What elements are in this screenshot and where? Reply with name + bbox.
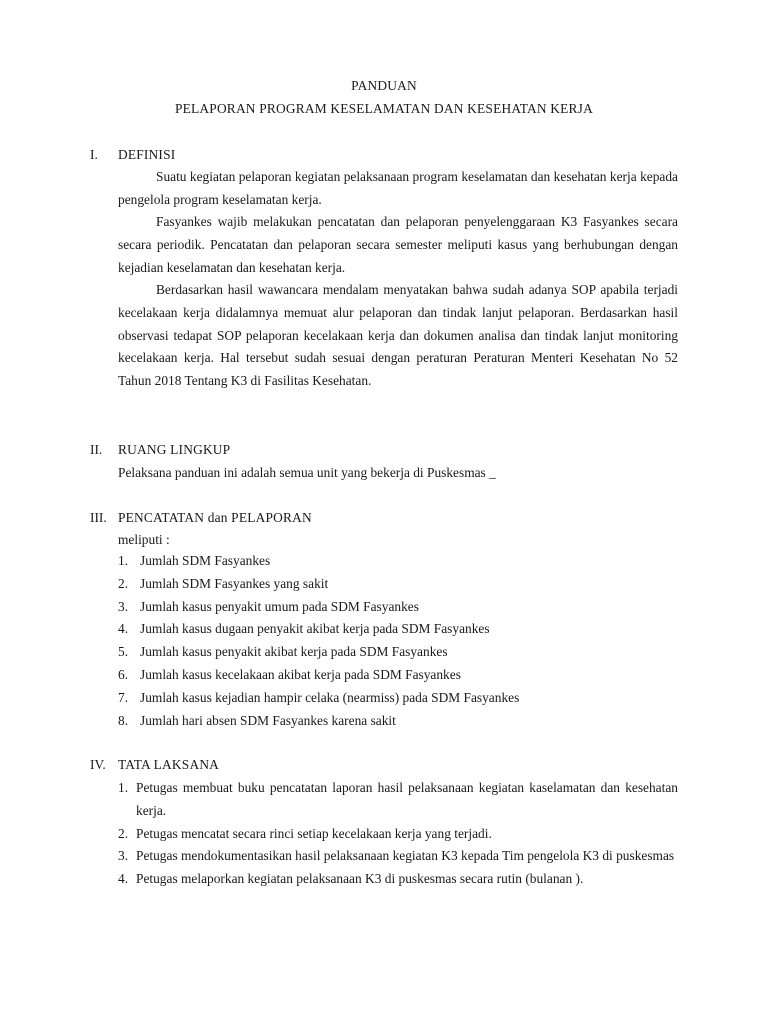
list-item: 4. Petugas melaporkan kegiatan pelaksanaan K3 di puskesmas secara rutin (bulanan ). <box>118 871 584 887</box>
section-title-ruang-lingkup: RUANG LINGKUP <box>118 442 231 457</box>
list-item: 8. Jumlah hari absen SDM Fasyankes karena sakit <box>118 712 396 728</box>
section-number-ruang-lingkup: II. <box>90 442 103 457</box>
section-number-pencatatan: III. <box>90 510 107 525</box>
list-item: 1. Petugas membuat buku pencatatan laporan hasil pelaksanaan kegiatan kaselamatan dan kesehatan kerja. <box>118 780 678 818</box>
section-number-tata-laksana: IV. <box>90 757 106 772</box>
list-item: 6. Jumlah kasus kecelakaan akibat kerja pada SDM Fasyankes <box>118 666 461 682</box>
ruang-lingkup-text: Pelaksana panduan ini adalah semua unit yang bekerja di Puskesmas _ <box>118 465 496 480</box>
list-item: 2. Petugas mencatat secara rinci setiap kecelakaan kerja yang terjadi. <box>118 825 492 841</box>
definisi-paragraph-3: Berdasarkan hasil wawancara mendalam menyatakan bahwa sudah adanya SOP apabila terjadi kecelakaan kerja didalamnya memuat alur pelaporan dan tindak lanjut pelaporan. Berdasarkan hasil observasi tedapat SOP pelaporan kecelakaan kerja dan dokumen analisa dan tindak lanjut monitoring kecelakaan kerja. Hal tersebut sudah sesuai dengan peraturan Peraturan Menteri Kesehatan No 52 Tahun 2018 Tentang K3 di Fasilitas Kesehatan. <box>118 282 678 389</box>
list-item: 4. Jumlah kasus dugaan penyakit akibat kerja pada SDM Fasyankes <box>118 621 490 637</box>
section-number-definisi: I. <box>90 147 98 162</box>
pencatatan-intro: meliputi : <box>118 532 170 547</box>
definisi-paragraph-2: Fasyankes wajib melakukan pencatatan dan pelaporan penyelenggaraan K3 Fasyankes secara secara periodik. Pencatatan dan pelaporan secara semester meliputi kasus yang berhubungan dengan kejadian keselamatan dan kesehatan kerja. <box>118 214 678 275</box>
document-subtitle: PELAPORAN PROGRAM KESELAMATAN DAN KESEHATAN KERJA <box>175 101 593 116</box>
definisi-paragraph-1: Suatu kegiatan pelaporan kegiatan pelaksanaan program keselamatan dan kesehatan kerja kepada pengelola program keselamatan kerja. <box>118 169 678 207</box>
list-item: 7. Jumlah kasus kejadian hampir celaka (nearmiss) pada SDM Fasyankes <box>118 689 520 705</box>
tata-laksana-list <box>118 777 678 891</box>
list-item: 3. Jumlah kasus penyakit umum pada SDM Fasyankes <box>118 598 419 614</box>
list-item: 5. Jumlah kasus penyakit akibat kerja pada SDM Fasyankes <box>118 644 448 660</box>
pencatatan-list <box>118 550 519 732</box>
document-title: PANDUAN <box>351 78 417 93</box>
list-item: 2. Jumlah SDM Fasyankes yang sakit <box>118 575 329 591</box>
list-item: 3. Petugas mendokumentasikan hasil pelaksanaan kegiatan K3 kepada Tim pengelola K3 di puskesmas <box>118 848 675 864</box>
section-title-pencatatan: PENCATATAN dan PELAPORAN <box>118 510 312 525</box>
list-item: 1. Jumlah SDM Fasyankes <box>118 553 271 568</box>
section-title-tata-laksana: TATA LAKSANA <box>118 757 220 772</box>
section-title-definisi: DEFINISI <box>118 147 176 162</box>
